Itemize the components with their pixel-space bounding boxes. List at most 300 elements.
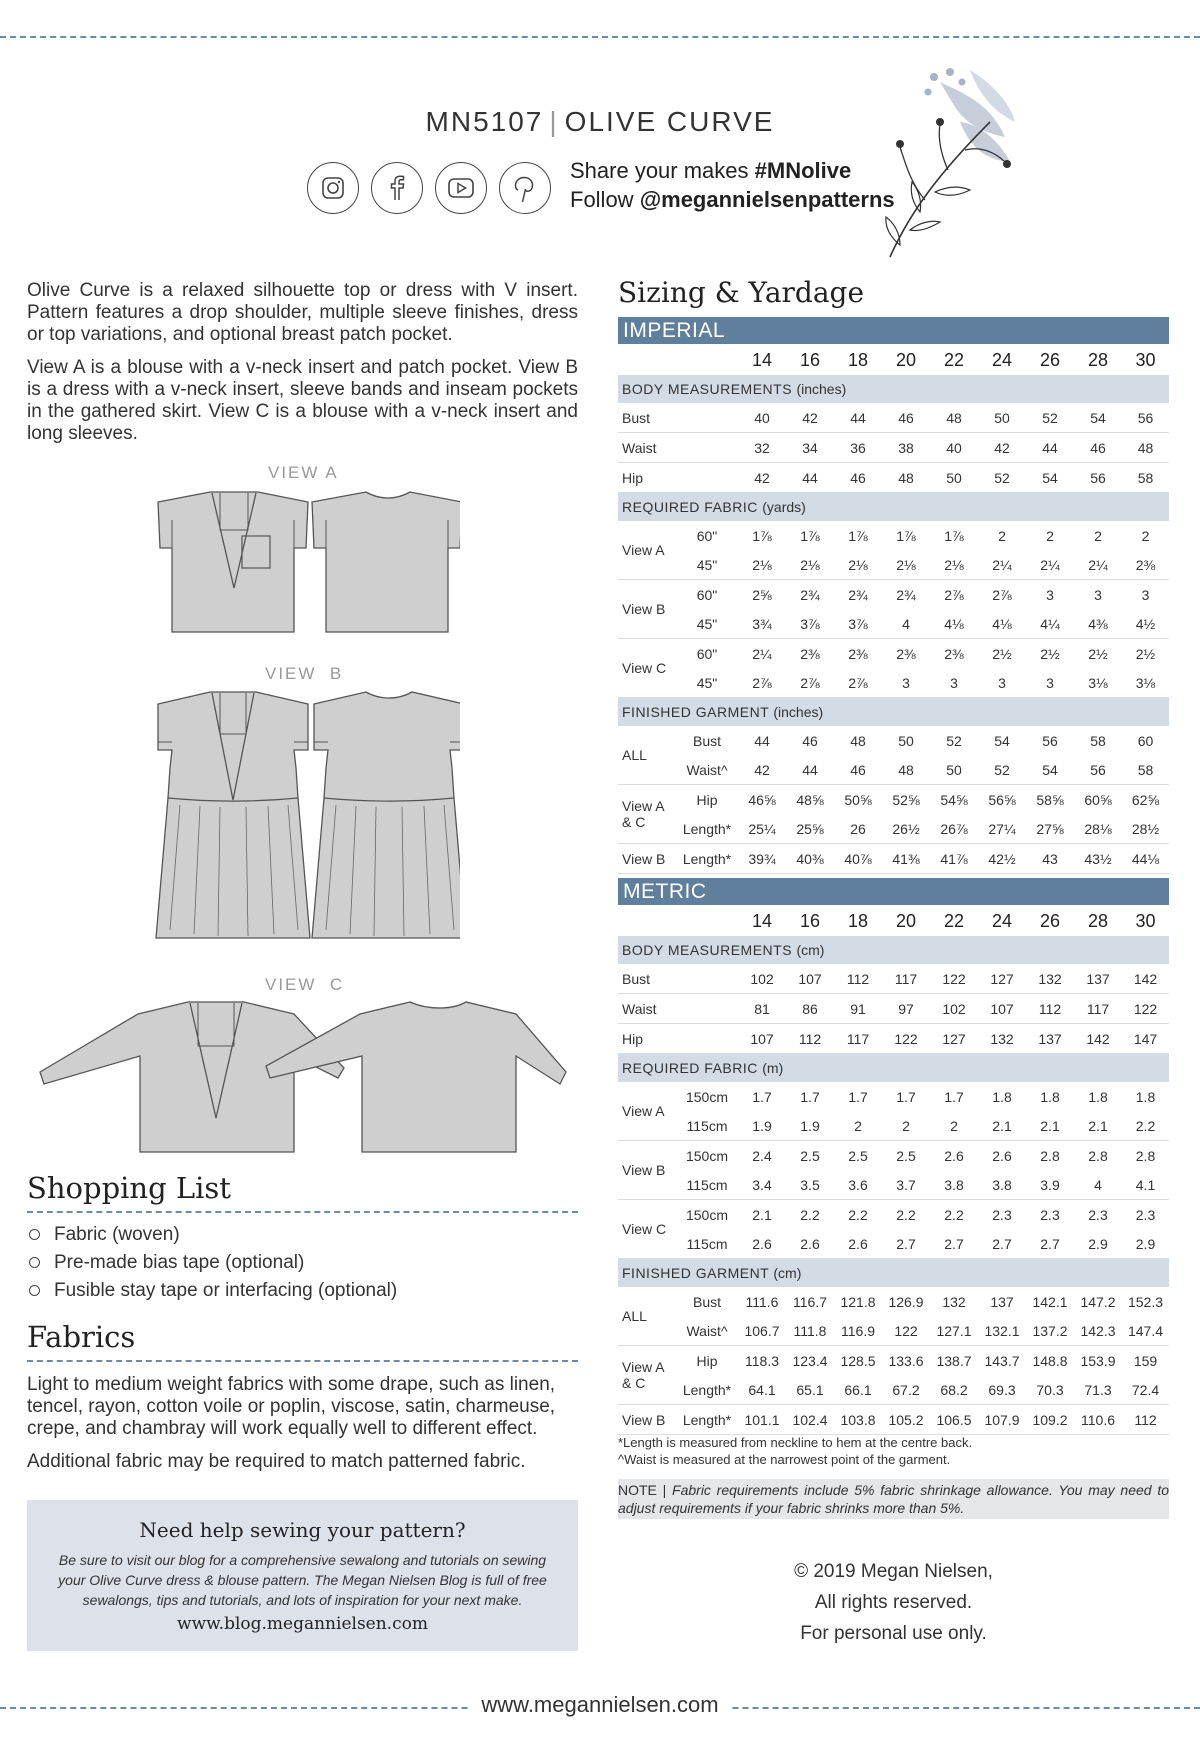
table-cell: 2½ (1135, 645, 1156, 662)
table-cell: 147.2 (1080, 1293, 1116, 1310)
fabric-width: 45" (676, 668, 738, 698)
table-cell: 121.8 (840, 1293, 876, 1310)
row-label: Hip (618, 463, 738, 493)
table-cell: 3 (1026, 668, 1074, 698)
table-cell: 2.7 (1026, 1229, 1074, 1259)
share-prefix: Share your makes (570, 158, 755, 183)
table-cell: 3.4 (738, 1170, 786, 1200)
table-cell: 2.6 (786, 1229, 834, 1259)
table-cell: 126.9 (888, 1293, 924, 1310)
table-cell: 2⅜ (1122, 550, 1169, 580)
section-title (618, 493, 1169, 522)
table-cell: 1⅞ (896, 527, 916, 544)
table-row (618, 463, 1169, 493)
youtube-icon[interactable] (435, 162, 487, 214)
table-cell: 2¼ (752, 645, 772, 662)
view-label-cell: View B (618, 1141, 676, 1200)
table-row (618, 1111, 1169, 1141)
table-cell: 107 (738, 1024, 786, 1054)
table-cell: 50 (930, 755, 978, 785)
view-label-cell: View C (618, 1200, 676, 1259)
table-cell: 48 (1122, 433, 1169, 463)
table-cell: 2.8 (1135, 1147, 1156, 1164)
view-label-cell: View C (618, 639, 676, 698)
table-cell: 137 (990, 1293, 1014, 1310)
table-cell: 44⅛ (1122, 844, 1169, 874)
table-cell: 3 (1094, 586, 1102, 603)
section-title (618, 936, 1169, 964)
botanical-illustration (870, 62, 1030, 262)
section-unit: (inches) (796, 381, 847, 397)
table-cell: 46 (1074, 433, 1122, 463)
table-cell: 2⅛ (834, 550, 882, 580)
table-cell: 3.9 (1026, 1170, 1074, 1200)
table-cell: 2.6 (944, 1147, 964, 1164)
size-label: 22 (943, 911, 965, 931)
size-label: 18 (847, 911, 869, 931)
table-cell: 117 (1074, 994, 1122, 1024)
table-cell: 3.8 (930, 1170, 978, 1200)
table-cell: 2⅛ (786, 550, 834, 580)
table-cell: 2¾ (896, 586, 916, 603)
hashtag[interactable]: #MNolive (754, 158, 852, 183)
help-box (27, 1500, 578, 1651)
table-cell: 39¾ (738, 844, 786, 874)
top-divider (0, 36, 1200, 38)
table-cell: 40 (930, 433, 978, 463)
table-cell: 2 (1141, 527, 1150, 544)
table-cell: 64.1 (738, 1375, 786, 1405)
table-cell: 2.1 (1026, 1111, 1074, 1141)
size-header-row (618, 907, 1169, 936)
table-cell: 2.8 (1040, 1147, 1060, 1164)
facebook-icon[interactable] (371, 162, 423, 214)
table-cell: 2.5 (896, 1147, 916, 1164)
fabrics-divider (27, 1360, 578, 1362)
table-cell: 112 (786, 1024, 834, 1054)
size-label: 30 (1135, 350, 1156, 370)
table-cell: 2 (1094, 527, 1102, 544)
table-cell: 54 (994, 732, 1010, 749)
fabrics-title: Fabrics (27, 1320, 136, 1354)
table-cell: 2.6 (992, 1147, 1012, 1164)
size-label: 16 (799, 911, 821, 931)
measurement-label: Bust (692, 732, 721, 749)
table-row (618, 1200, 1169, 1230)
table-cell: 3 (882, 668, 930, 698)
table-cell: 133.6 (888, 1352, 924, 1369)
table-cell: 48 (850, 732, 866, 749)
table-row (618, 1316, 1169, 1346)
table-cell: 42 (738, 755, 786, 785)
row-label: Waist (618, 994, 738, 1024)
table-cell: 2 (998, 527, 1006, 544)
table-cell: 56 (1074, 463, 1122, 493)
table-cell: 2.2 (848, 1206, 868, 1223)
table-cell: 97 (882, 994, 930, 1024)
blank-cell (618, 346, 738, 375)
table-cell: 2⅞ (992, 586, 1012, 603)
table-cell: 137.2 (1026, 1316, 1074, 1346)
view-label-cell: ALL (618, 1287, 676, 1346)
table-cell: 1⅞ (800, 527, 820, 544)
table-cell: 42 (978, 433, 1026, 463)
required-fabric-header (618, 1054, 1169, 1083)
table-row (618, 726, 1169, 755)
table-cell: 152.3 (1127, 1293, 1164, 1310)
table-cell: 3⅛ (1074, 668, 1122, 698)
section-title (618, 698, 1169, 727)
measurement-label: Bust (692, 1293, 721, 1310)
table-cell: 3.7 (882, 1170, 930, 1200)
table-cell: 43½ (1074, 844, 1122, 874)
table-cell: 2.1 (978, 1111, 1026, 1141)
table-cell: 58 (1122, 755, 1169, 785)
table-cell: 102 (930, 994, 978, 1024)
table-cell: 25¼ (738, 814, 786, 844)
table-cell: 2.2 (896, 1206, 916, 1223)
view-label-cell: View B (618, 844, 676, 874)
measurement-label: Waist^ (676, 755, 738, 785)
fabrics-paragraph: Light to medium weight fabrics with some drape, such as linen, tencel, rayon, cotton voile or poplin, viscose, satin, charmeuse, crepe, and chambray will work equally well to different effect. (27, 1374, 556, 1439)
shopping-divider (27, 1211, 578, 1213)
table-cell: 2⅞ (834, 668, 882, 698)
table-cell: 1.7 (800, 1088, 820, 1105)
size-label: 24 (991, 350, 1013, 370)
table-cell: 86 (786, 994, 834, 1024)
table-cell: 50 (930, 463, 978, 493)
table-cell: 3.5 (786, 1170, 834, 1200)
table-cell: 44 (786, 755, 834, 785)
table-cell: 2.4 (752, 1147, 772, 1164)
table-cell: 4 (882, 609, 930, 639)
section-name: REQUIRED FABRIC (622, 499, 763, 515)
table-cell: 50⅝ (844, 791, 872, 808)
table-cell: 81 (738, 994, 786, 1024)
table-cell: 147 (1122, 1024, 1169, 1054)
shopping-list-title: Shopping List (27, 1171, 231, 1205)
table-cell: 127.1 (930, 1316, 978, 1346)
imperial-header: IMPERIAL (618, 317, 1169, 344)
table-cell: 91 (834, 994, 882, 1024)
table-row (618, 785, 1169, 815)
table-cell: 3¾ (738, 609, 786, 639)
instagram-icon[interactable] (307, 162, 359, 214)
table-cell: 2.3 (1135, 1206, 1156, 1223)
table-cell: 2⅜ (800, 645, 820, 662)
table-cell: 56 (1042, 732, 1058, 749)
body-measurements-header (618, 936, 1169, 964)
blog-link[interactable]: www.blog.megannielsen.com (177, 1614, 428, 1634)
copyright-line-3: For personal use only. (800, 1623, 987, 1644)
table-cell: 4⅛ (930, 609, 978, 639)
fabric-width: 150cm (685, 1088, 729, 1105)
table-cell: 42 (738, 463, 786, 493)
table-cell: 132 (1026, 964, 1074, 994)
size-label: 28 (1087, 350, 1109, 370)
table-cell: 4⅜ (1074, 609, 1122, 639)
table-cell: 40 (738, 403, 786, 433)
table-cell: 2⅜ (896, 645, 916, 662)
table-cell: 54 (1026, 755, 1074, 785)
table-cell: 2.3 (1040, 1206, 1060, 1223)
table-cell: 2 (930, 1111, 978, 1141)
table-cell: 2 (834, 1111, 882, 1141)
table-row (618, 609, 1169, 639)
copyright-line-2: All rights reserved. (814, 1592, 973, 1613)
list-item: Fabric (woven) (27, 1221, 397, 1249)
size-label: 26 (1039, 911, 1061, 931)
size-label: 16 (799, 350, 821, 370)
table-cell: 102.4 (786, 1405, 834, 1435)
table-cell: 42 (786, 403, 834, 433)
table-cell: 2 (882, 1111, 930, 1141)
measurement-label: Hip (696, 791, 718, 808)
section-name: FINISHED GARMENT (622, 1265, 774, 1281)
table-cell: 67.2 (882, 1375, 930, 1405)
table-cell: 117 (882, 964, 930, 994)
table-cell: 110.6 (1074, 1405, 1122, 1435)
table-cell: 122 (930, 964, 978, 994)
table-cell: 2.7 (978, 1229, 1026, 1259)
table-cell: 26½ (882, 814, 930, 844)
table-cell: 1.8 (992, 1088, 1012, 1105)
table-cell: 106.7 (738, 1316, 786, 1346)
table-cell: 137 (1074, 964, 1122, 994)
table-row (618, 844, 1169, 874)
table-cell: 38 (882, 433, 930, 463)
table-cell: 1.7 (944, 1088, 964, 1105)
section-unit: (yards) (762, 499, 806, 515)
follow-prefix: Follow (570, 187, 640, 212)
table-cell: 2 (1046, 527, 1054, 544)
required-fabric-header (618, 493, 1169, 522)
table-cell: 2.9 (1074, 1229, 1122, 1259)
table-cell: 106.5 (930, 1405, 978, 1435)
table-cell: 2½ (1040, 645, 1060, 662)
table-cell: 2¼ (1074, 550, 1122, 580)
size-header-row (618, 346, 1169, 375)
view-c-illustration (38, 1000, 568, 1160)
table-cell: 142.3 (1074, 1316, 1122, 1346)
sizing-title: Sizing & Yardage (618, 276, 865, 309)
intro-paragraph-1: Olive Curve is a relaxed silhouette top or dress with V insert. Pattern features a drop shoulder, multiple sleeve finishes, dress or top variations, and optional breast patch pocket. (27, 280, 578, 345)
view-a-illustration (150, 490, 460, 640)
section-unit: (cm) (796, 942, 825, 958)
table-cell: 46 (882, 403, 930, 433)
table-cell: 2⅜ (944, 645, 964, 662)
size-label: 30 (1135, 911, 1156, 931)
section-title (618, 375, 1169, 403)
table-cell: 137 (1026, 1024, 1074, 1054)
view-c-label: VIEW C (265, 975, 345, 994)
table-cell: 2.2 (800, 1206, 820, 1223)
shopping-list (27, 1221, 397, 1305)
table-row (618, 639, 1169, 669)
intro-paragraph-2: View A is a blouse with a v-neck insert and patch pocket. View B is a dress with a v-neck insert, sleeve bands and inseam pockets in the gathered skirt. View C is a blouse with a v-neck insert and long sleeves. (27, 357, 578, 444)
table-cell: 127 (930, 1024, 978, 1054)
table-cell: 41⅞ (930, 844, 978, 874)
table-cell: 142 (1074, 1024, 1122, 1054)
table-cell: 1.8 (1088, 1088, 1108, 1105)
shrinkage-note: NOTE | Fabric requirements include 5% fabric shrinkage allowance. You may need to adjust requirements if your fabric shrinks more than 5%. (618, 1479, 1169, 1519)
table-cell: 36 (834, 433, 882, 463)
table-cell: 123.4 (792, 1352, 828, 1369)
size-label: 20 (895, 911, 917, 931)
table-cell: 1.9 (786, 1111, 834, 1141)
table-cell: 1⅞ (752, 527, 772, 544)
table-row (618, 1229, 1169, 1259)
table-cell: 2½ (992, 645, 1012, 662)
view-label-cell: View A & C (618, 1346, 676, 1405)
follow-handle[interactable]: @megannielsenpatterns (639, 187, 895, 212)
table-cell: 142 (1122, 964, 1169, 994)
table-cell: 4 (1074, 1170, 1122, 1200)
row-label: Hip (618, 1024, 738, 1054)
table-row (618, 1287, 1169, 1316)
table-cell: 46⅝ (748, 791, 776, 808)
table-cell: 48⅝ (796, 791, 824, 808)
table-cell: 2⅞ (738, 668, 786, 698)
table-cell: 3.6 (834, 1170, 882, 1200)
section-title (618, 1259, 1169, 1288)
table-cell: 58 (1090, 732, 1106, 749)
section-unit: (m) (762, 1060, 784, 1076)
table-cell: 3 (1141, 586, 1150, 603)
table-cell: 1.9 (738, 1111, 786, 1141)
table-row (618, 1170, 1169, 1200)
table-cell: 2.7 (882, 1229, 930, 1259)
size-label: 14 (751, 911, 773, 931)
table-cell: 159 (1133, 1352, 1158, 1369)
fabric-width: 45" (676, 609, 738, 639)
table-cell: 46 (834, 755, 882, 785)
share-text (570, 156, 895, 214)
table-cell: 1⅞ (944, 527, 964, 544)
section-name: BODY MEASUREMENTS (622, 381, 797, 397)
table-row (618, 755, 1169, 785)
table-cell: 48 (882, 755, 930, 785)
size-label: 24 (991, 911, 1013, 931)
footnote-waist: ^Waist is measured at the narrowest point of the garment. (618, 1452, 951, 1467)
table-cell: 1.8 (1040, 1088, 1060, 1105)
table-cell: 44 (1026, 433, 1074, 463)
table-row (618, 1346, 1169, 1376)
table-cell: 2.1 (752, 1206, 772, 1223)
view-label-cell: View B (618, 580, 676, 639)
table-cell: 127 (978, 964, 1026, 994)
table-cell: 122 (882, 1024, 930, 1054)
table-cell: 28⅛ (1074, 814, 1122, 844)
list-item: Fusible stay tape or interfacing (optional) (27, 1277, 397, 1305)
measurement-label: Length* (676, 844, 738, 874)
table-cell: 105.2 (882, 1405, 930, 1435)
table-cell: 42½ (978, 844, 1026, 874)
table-cell: 69.3 (978, 1375, 1026, 1405)
table-cell: 2.3 (992, 1206, 1012, 1223)
table-cell: 116.7 (793, 1293, 827, 1310)
table-cell: 46 (802, 732, 818, 749)
footnote-length: *Length is measured from neckline to hem at the centre back. (618, 1435, 973, 1450)
table-cell: 66.1 (834, 1375, 882, 1405)
table-cell: 3⅛ (1122, 668, 1169, 698)
note-text: Fabric requirements include 5% fabric shrinkage allowance. You may need to adjust requirements if your fabric shrinks more than 5%. (618, 1482, 1169, 1516)
table-cell: 4⅛ (978, 609, 1026, 639)
table-cell: 40⅜ (786, 844, 834, 874)
table-cell: 52 (978, 463, 1026, 493)
section-name: REQUIRED FABRIC (622, 1060, 763, 1076)
finished-garment-header (618, 698, 1169, 727)
table-cell: 34 (786, 433, 834, 463)
row-label: Waist (618, 433, 738, 463)
table-cell: 2.1 (1074, 1111, 1122, 1141)
website-link[interactable]: www.megannielsen.com (471, 1692, 728, 1717)
view-label-cell: View A & C (618, 785, 676, 844)
table-cell: 56 (1074, 755, 1122, 785)
table-row (618, 1082, 1169, 1111)
table-cell: 52 (946, 732, 962, 749)
page-title: MN5107 | OLIVE CURVE (425, 106, 775, 137)
table-cell: 70.3 (1026, 1375, 1074, 1405)
table-cell: 25⅝ (786, 814, 834, 844)
table-cell: 60⅝ (1084, 791, 1112, 808)
footer-website (0, 1692, 1200, 1718)
table-cell: 2.2 (1122, 1111, 1169, 1141)
table-cell: 48 (930, 403, 978, 433)
table-cell: 2⅝ (752, 586, 772, 603)
table-cell: 117 (834, 1024, 882, 1054)
pinterest-icon[interactable] (499, 162, 551, 214)
table-cell: 101.1 (738, 1405, 786, 1435)
table-cell: 3⅞ (786, 609, 834, 639)
measurement-label: Waist^ (676, 1316, 738, 1346)
measurement-label: Hip (696, 1352, 718, 1369)
measurement-label: Length* (676, 814, 738, 844)
table-cell: 50 (898, 732, 914, 749)
table-cell: 116.9 (834, 1316, 882, 1346)
table-cell: 58 (1122, 463, 1169, 493)
copyright (618, 1556, 1169, 1649)
view-a-label: VIEW A (268, 463, 339, 482)
section-unit: (inches) (773, 704, 824, 720)
table-cell: 2½ (1088, 645, 1108, 662)
list-item: Pre-made bias tape (optional) (27, 1249, 397, 1277)
table-cell: 4.1 (1122, 1170, 1169, 1200)
table-cell: 2.3 (1088, 1206, 1108, 1223)
table-cell: 44 (834, 403, 882, 433)
table-cell: 2.7 (930, 1229, 978, 1259)
table-cell: 3⅞ (834, 609, 882, 639)
table-row (618, 964, 1169, 994)
size-label: 22 (943, 350, 965, 370)
table-cell: 2¾ (800, 586, 820, 603)
finished-garment-header (618, 1259, 1169, 1288)
table-cell: 3 (930, 668, 978, 698)
table-cell: 65.1 (786, 1375, 834, 1405)
table-cell: 27¼ (978, 814, 1026, 844)
table-cell: 132 (942, 1293, 966, 1310)
fabric-width: 150cm (685, 1206, 729, 1223)
table-cell: 2.8 (1088, 1147, 1108, 1164)
table-cell: 109.2 (1026, 1405, 1074, 1435)
table-row (618, 433, 1169, 463)
table-cell: 2⅛ (930, 550, 978, 580)
fabric-width: 45" (676, 550, 738, 580)
table-cell: 27⅝ (1026, 814, 1074, 844)
size-label: 20 (895, 350, 917, 370)
row-label: Bust (618, 964, 738, 994)
table-cell: 3.8 (978, 1170, 1026, 1200)
